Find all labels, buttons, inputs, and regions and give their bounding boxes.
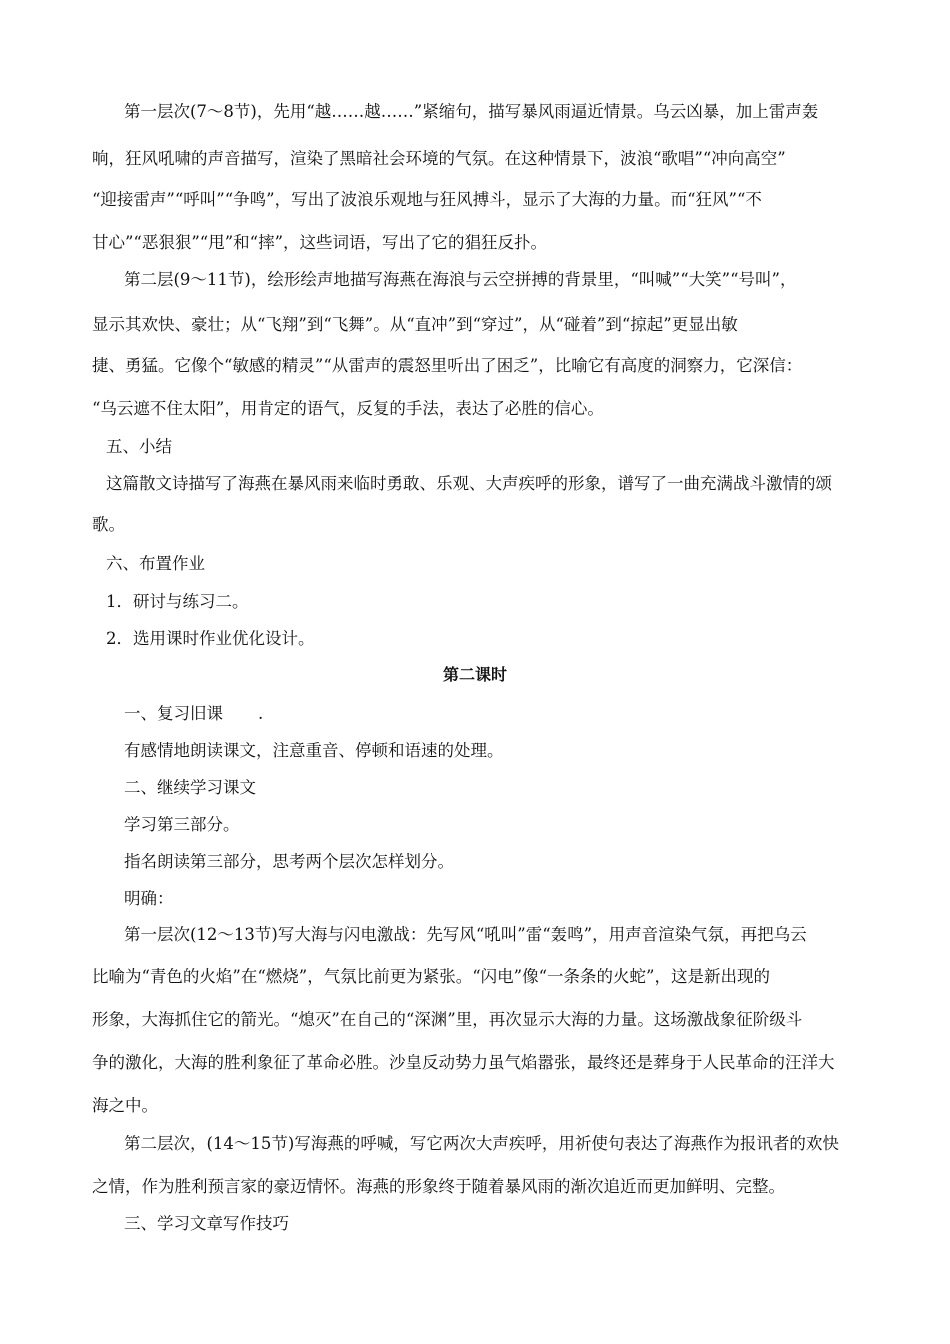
stray-dot: . <box>258 704 264 723</box>
paragraph-line: “乌云遮不住太阳”，用肯定的语气，反复的手法，表达了必胜的信心。 <box>92 399 604 418</box>
lesson-title: 第二课时 <box>442 665 507 684</box>
paragraph-line: 第一层次(7～8节)，先用“越……越……”紧缩句，描写暴风雨逼近情景。乌云凶暴，加上雷声轰 <box>124 102 819 121</box>
paragraph-line: “迎接雷声”“呼叫”“争鸣”，写出了波浪乐观地与狂风搏斗，显示了大海的力量。而“狂风”“不 <box>92 190 762 209</box>
paragraph-line: 有感情地朗读课文，注意重音、停顿和语速的处理。 <box>124 741 504 760</box>
paragraph-line: 第一层次(12～13节)写大海与闪电激战：先写风“吼叫”雷“轰鸣”，用声音渲染气氛，再把乌云 <box>124 925 807 944</box>
paragraph-line: 歌。 <box>92 515 125 534</box>
paragraph-line: 显示其欢快、豪壮；从“飞翔”到“飞舞”。从“直冲”到“穿过”，从“碰着”到“掠起”更显出敏 <box>92 315 738 334</box>
section-heading: 五、小结 <box>106 437 172 456</box>
paragraph-line: 明确： <box>124 889 174 908</box>
paragraph-line: 争的激化，大海的胜利象征了革命必胜。沙皇反动势力虽气焰嚣张，最终还是葬身于人民革命的汪洋大 <box>92 1053 835 1072</box>
paragraph-line: 比喻为“青色的火焰”在“燃烧”，气氛比前更为紧张。“闪电”像“一条条的火蛇”，这是新出现的 <box>92 967 770 986</box>
paragraph-line: 形象，大海抓住它的箭光。“熄灭”在自己的“深渊”里，再次显示大海的力量。这场激战象征阶级斗 <box>92 1010 803 1029</box>
paragraph-line: 捷、勇猛。它像个“敏感的精灵”“从雷声的震怒里听出了困乏”，比喻它有高度的洞察力，它深信： <box>92 356 803 375</box>
paragraph-line: 甘心”“恶狠狠”“甩”和“摔”，这些词语，写出了它的猖狂反扑。 <box>92 233 548 252</box>
paragraph-line: 指名朗读第三部分，思考两个层次怎样划分。 <box>124 852 454 871</box>
homework-item: 1．研讨与练习二。 <box>106 592 249 611</box>
section-heading: 二、继续学习课文 <box>124 778 256 797</box>
section-heading: 一、复习旧课 <box>124 704 223 723</box>
paragraph-line: 这篇散文诗描写了海燕在暴风雨来临时勇敢、乐观、大声疾呼的形象，谱写了一曲充满战斗激情的颂 <box>106 474 832 493</box>
paragraph-line: 第二层次，(14～15节)写海燕的呼喊，写它两次大声疾呼，用祈使句表达了海燕作为报讯者的欢快 <box>124 1134 839 1153</box>
paragraph-line: 海之中。 <box>92 1096 158 1115</box>
section-heading: 六、布置作业 <box>106 554 205 573</box>
paragraph-line: 响，狂风吼啸的声音描写，渲染了黑暗社会环境的气氛。在这种情景下，波浪“歌唱”“冲向高空” <box>92 149 786 168</box>
paragraph-line: 第二层(9～11节)，绘形绘声地描写海燕在海浪与云空拼搏的背景里，“叫喊”“大笑”“号叫”， <box>124 270 797 289</box>
section-heading: 三、学习文章写作技巧 <box>124 1214 289 1233</box>
paragraph-line: 学习第三部分。 <box>124 815 240 834</box>
paragraph-line: 之情，作为胜利预言家的豪迈情怀。海燕的形象终于随着暴风雨的渐次追近而更加鲜明、完整。 <box>92 1177 785 1196</box>
homework-item: 2．选用课时作业优化设计。 <box>106 629 315 648</box>
